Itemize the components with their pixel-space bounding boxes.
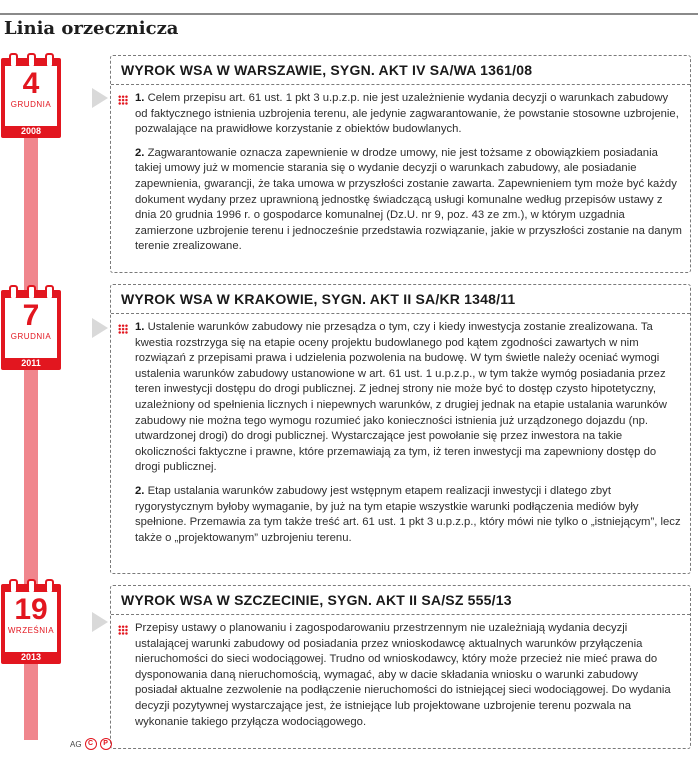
dots-grid-icon — [118, 324, 128, 334]
ruling-box — [110, 55, 691, 273]
ruling-heading: WYROK WSA W WARSZAWIE, SYGN. AKT IV SA/WA 1361/08 — [121, 62, 533, 78]
paragraph-text: Zagwarantowanie oznacza zapewnienie w drodze umowy, nie jest tożsame z obowiązkiem posiadania takiej umowy już w momencie starania się o wydanie decyzji o warunkach zabudowy, ale posiadanie zapewnienia, gwarancji, że taka umowa w przyszłości zostanie zawarta. Zapewnieniem tym może być każdy dokument wydany przez uprawnioną jednostkę świadczącą usługi komunalne według przepisów ustawy z dnia 20 grudnia 1996 r. o gospodarce komunalnej (Dz.U. nr 9, poz. 43 ze zm.), w którym uzgadnia zamierzone uzbrojenie terenu i jednocześnie przedstawia rozwiązanie, jakie w przyszłości zostanie na danym terenie zrealizowane. — [135, 146, 682, 253]
paragraph-text: Etap ustalania warunków zabudowy jest wstępnym etapem realizacji inwestycji i dlatego zbyt rygorystycznym byłoby wymaganie, by już na tym etapie wszystkie warunki podłączenia mediów były spełnione. Przemawia za tym także treść art. 61 ust. 1 pkt 3 u.p.z.p., który mówi nie tylko o „istniejącym”, lecz także o „projektowanym” uzbrojeniu terenu. — [135, 484, 681, 544]
calendar-year: 2008 — [20, 126, 42, 136]
calendar-day: 7 — [22, 299, 40, 332]
press-mark-icon: P — [100, 738, 112, 750]
paragraph-number: 1. — [135, 321, 145, 333]
footer-credit — [70, 738, 112, 750]
credit-text: AG — [70, 739, 82, 749]
calendar-month: GRUDNIA — [10, 332, 52, 341]
calendar-icon — [1, 290, 61, 370]
ruling-heading: WYROK WSA W KRAKOWIE, SYGN. AKT II SA/KR 1348/11 — [121, 291, 516, 307]
ruling-paragraph — [135, 320, 682, 476]
pointer-arrow-icon — [92, 318, 108, 338]
calendar-year: 2013 — [20, 652, 42, 662]
calendar-icon — [1, 58, 61, 138]
pointer-arrow-icon — [92, 88, 108, 108]
ruling-paragraph — [135, 91, 682, 138]
ruling-heading: WYROK WSA W SZCZECINIE, SYGN. AKT II SA/SZ 555/13 — [121, 592, 512, 608]
copyright-icon: C — [85, 738, 97, 750]
paragraph-text: Celem przepisu art. 61 ust. 1 pkt 3 u.p.z.p. nie jest uzależnienie wydania decyzji o warunkach zabudowy od faktycznego istnienia uzbrojenia terenu, ale jedynie zagwarantowanie, że powstanie stosowne uzbrojenie, pozwalające na prawidłowe korzystanie z obiektów budowlanych. — [135, 92, 679, 136]
ruling-paragraph — [135, 484, 682, 546]
dots-grid-icon — [118, 95, 128, 105]
pointer-arrow-icon — [92, 612, 108, 632]
paragraph-text: Przepisy ustawy o planowaniu i zagospodarowaniu przestrzennym nie uzależniają wydania decyzji ustalającej warunki zabudowy od posiadania przez wnioskodawcę aktualnych warunków przyłączenia nieruchomości do sieci wodociągowej. Trudno od wnioskodawcy, który może przecież nie mieć prawa do dysponowania daną nieruchomością, wymagać, aby w dacie składania wniosku o warunki zabudowy posiadał aktualne zezwolenie na podłączenie nieruchomości do istniejącej sieci wodociągowej. Do wydania decyzji pozytywnej wystarczające jest, że istniejące lub projektowane uzbrojenie terenu pozwala na wykonanie takiego przyłącza wodociągowego. — [135, 622, 671, 728]
top-rule — [0, 13, 698, 15]
calendar-icon — [1, 584, 61, 664]
ruling-box — [110, 284, 691, 574]
calendar-month: GRUDNIA — [10, 100, 52, 109]
calendar-month: WRZEŚNIA — [7, 626, 55, 635]
calendar-year: 2011 — [21, 358, 41, 368]
paragraph-number: 2. — [135, 146, 145, 159]
calendar-day: 19 — [14, 593, 48, 626]
calendar-day: 4 — [22, 67, 40, 100]
ruling-paragraph — [135, 621, 682, 730]
paragraph-number: 2. — [135, 484, 145, 497]
ruling-box — [110, 585, 691, 749]
paragraph-text: Ustalenie warunków zabudowy nie przesądza o tym, czy i kiedy inwestycja zostanie zrealizowana. Ta kwestia rozstrzyga się na etapie oceny projektu budowlanego pod kątem zgodności zawartych w nim rozwiązań z przepisami prawa i udzielenia pozwolenia na budowę. W tym świetle należy oceniać wymogi ustalenia warunków zabudowy ustanowione w art. 61 ust. 1 u.p.z.p., w tym także wymóg posiadania przez teren inwestycji dostępu do drogi publicznej. Z jednej strony nie może być to dostęp czysto hipotetyczny, uzależniony od spełnienia licznych i niepewnych warunków, z drugiej jednak na etapie ustalania warunków zabudowy nie można tego wymogu rozumieć jako konieczności istnienia już urządzonego dojazdu (np. utwardzonej drogi) do drogi publicznej. Wystarczające jest powołanie się przez inwestora na takie okoliczności faktyczne i prawne, które przemawiają za tym, iż teren inwestycji ma zapewniony dostęp do drogi publicznej. — [135, 321, 667, 474]
paragraph-number: 1. — [135, 92, 145, 104]
dots-grid-icon — [118, 625, 128, 635]
ruling-paragraph — [135, 146, 682, 255]
page-title: Linia orzecznicza — [4, 18, 179, 39]
